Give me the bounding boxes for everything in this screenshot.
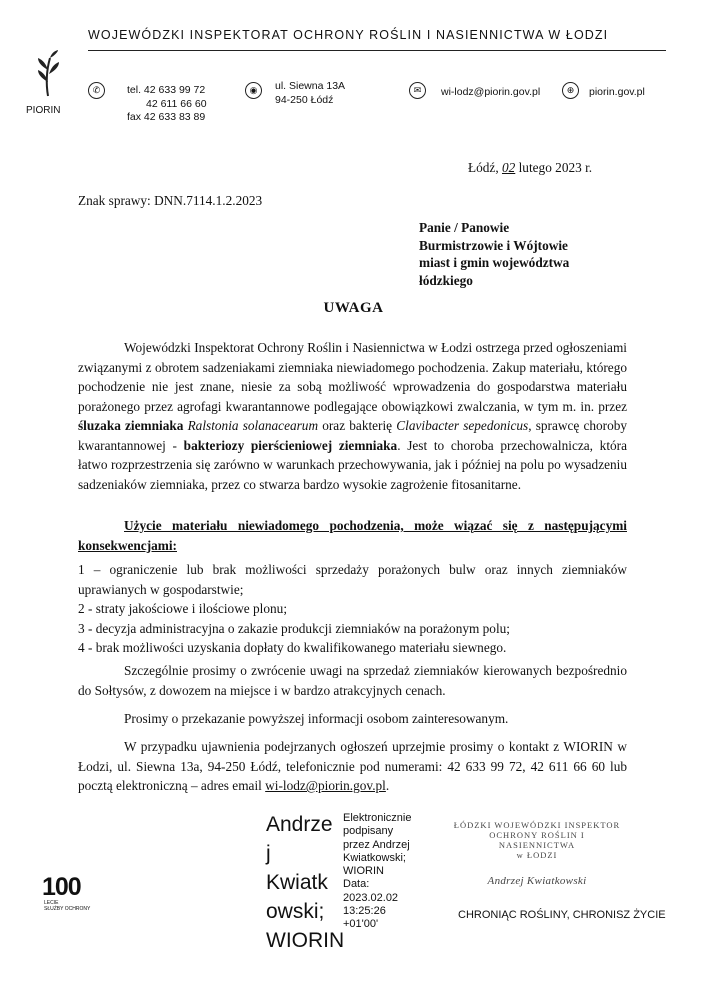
signature-name-line: Andrze <box>266 813 333 836</box>
signature-detail-line: przez Andrzej <box>343 838 410 851</box>
addressee-line: łódzkiego <box>419 272 473 288</box>
address-line: 94-250 Łódź <box>275 93 334 106</box>
institution-name: WOJEWÓDZKI INSPEKTORAT OCHRONY ROŚLIN I NASIENNICTWA W ŁODZI <box>88 28 609 42</box>
centenary-caption-line: SŁUŻBY OCHRONY <box>44 906 91 912</box>
consequences-heading <box>78 516 627 555</box>
pest-name-bold: śluzaka ziemniaka <box>78 418 184 433</box>
piorin-logo <box>26 48 70 114</box>
signature-detail-line: 13:25:26 <box>343 905 386 918</box>
signature-name-line: Kwiatk <box>266 871 328 894</box>
list-item: 2 - straty jakościowe i ilościowe plonu; <box>78 601 288 616</box>
signature-detail-line: Kwiatkowski; <box>343 851 406 864</box>
address-block <box>275 80 345 107</box>
signature-details <box>343 812 411 932</box>
contact-email-link[interactable]: wi-lodz@piorin.gov.pl <box>265 778 386 793</box>
globe-icon: ⊕ <box>562 82 579 99</box>
signature-name-line: j <box>266 842 271 865</box>
addressee-line: miast i gmin województwa <box>419 255 570 270</box>
contact-end: . <box>385 778 390 793</box>
centenary-caption <box>22 900 92 912</box>
consequences-list <box>78 560 627 658</box>
footer-slogan: CHRONIĄC ROŚLINY, CHRONISZ ŻYCIE <box>458 909 666 921</box>
wheat-logo-icon <box>26 48 70 98</box>
signature-name-line: WIORIN <box>266 929 345 952</box>
signature-name-line: owski; <box>266 900 325 923</box>
logo-text: PIORIN <box>26 105 61 116</box>
warning-paragraph <box>78 338 627 494</box>
phone-line: tel. 42 633 99 72 <box>127 84 206 96</box>
stamp-line: OCHRONY ROŚLIN I NASIENNICTWA <box>489 830 585 850</box>
address-line: ul. Siewna 13A <box>275 80 346 92</box>
para-text: Wojewódzki Inspektorat Ochrony Roślin i Nasiennictwa w Łodzi ostrzega przed ogłoszeniami związanymi z obrotem sadzeniakami ziemniaka niewiadomego pochodzenia. Zakup materiału, którego pochodzenie nie jest znane, niesie za sobą możliwość wprowadzenia do gospodarstwa materiału porażonego przez agrofagi kwarantannowe podlegające obowiązkowi zwalczania, w tym m. in. przez <box>78 340 627 414</box>
stamp-line: ŁÓDZKI WOJEWÓDZKI INSPEKTOR <box>453 820 621 830</box>
para-text: . Jest to choroba przechowalnicza, która łatwo rozprzestrzenia się zarówno w warunkach przechowywania, jak i później na polu po wysadzeniu sadzeniaków ziemniaka, przez co stwarza bardzo wysokie zagrożenie fitosanitarne. <box>78 437 627 492</box>
official-stamp <box>452 820 622 886</box>
header-email[interactable]: wi-lodz@piorin.gov.pl <box>441 86 541 98</box>
disease-name-bold: bakteriozy pierścieniowej ziemniaka <box>183 437 398 453</box>
addressee-block <box>419 219 569 289</box>
date-rest: lutego 2023 r. <box>518 160 593 175</box>
signature-detail-line: Data: <box>343 878 370 891</box>
addressee-line: Panie / Panowie <box>419 220 510 235</box>
centenary-number: 100 <box>42 873 81 901</box>
header-website[interactable]: piorin.gov.pl <box>589 86 645 98</box>
stamp-signature: Andrzej Kwiatkowski <box>487 875 587 887</box>
fax-line: fax 42 633 83 89 <box>127 111 206 123</box>
pest-latin-name: Ralstonia solanacearum <box>187 418 319 433</box>
addressee-line: Burmistrzowie i Wójtowie <box>419 237 568 253</box>
list-item: 4 - brak możliwości uzyskania dopłaty do kwalifikowanego materiału siewnego. <box>78 640 507 655</box>
bacteria-latin-name: Clavibacter sepedonicus <box>396 418 529 433</box>
location-icon: ◉ <box>245 82 262 99</box>
date-line <box>468 160 592 176</box>
para-text: , sprawcę choroby kwarantannowej - <box>78 418 628 453</box>
phone-line: 42 611 66 60 <box>146 97 207 110</box>
phone-icon: ✆ <box>88 82 105 99</box>
stamp-line: w ŁODZI <box>516 850 558 860</box>
consequences-heading-text: Użycie materiału niewiadomego pochodzenia, może wiązać się z następującymi konsekwencjami: <box>78 518 627 553</box>
contact-text: W przypadku ujawnienia podejrzanych ogłoszeń uprzejmie prosimy o kontakt z WIORIN w Łodzi, ul. Siewna 13a, 94-250 Łódź, telefonicznie pod numerami: 42 633 99 72, 42 611 66 60 lub pocztą elektroniczną – adres email <box>78 739 627 793</box>
para-text: oraz bakterię <box>318 418 397 433</box>
list-item: 3 - decyzja administracyjna o zakazie produkcji ziemniaków na porażonym polu; <box>78 620 510 636</box>
email-icon: ✉ <box>409 82 426 99</box>
document-title: UWAGA <box>323 300 384 316</box>
header-divider <box>88 50 666 51</box>
notice-paragraph: Szczególnie prosimy o zwrócenie uwagi na sprzedaż ziemniaków kierowanych bezpośrednio do Sołtysów, z dowozem na miejsce i w bardzo atrakcyjnych cenach. <box>78 663 627 698</box>
centenary-caption-line: LECIE <box>44 900 59 906</box>
date-place: Łódź, <box>468 160 499 175</box>
signature-detail-line: podpisany <box>343 825 394 838</box>
centenary-logo <box>22 874 92 912</box>
signature-detail-line: 2023.02.02 <box>343 891 399 904</box>
signature-detail-line: +01'00' <box>343 918 379 931</box>
case-reference: Znak sprawy: DNN.7114.1.2.2023 <box>78 193 263 208</box>
phone-block <box>127 84 207 125</box>
contact-paragraph <box>78 737 627 796</box>
signature-detail-line: WIORIN <box>343 865 384 878</box>
signature-detail-line: Elektronicznie <box>343 812 412 824</box>
list-item: 1 – ograniczenie lub brak możliwości sprzedaży porażonych bulw oraz innych ziemniaków uprawianych w gospodarstwie; <box>78 562 627 597</box>
request-paragraph: Prosimy o przekazanie powyższej informacji osobom zainteresowanym. <box>124 711 509 726</box>
signature-name <box>266 810 344 955</box>
handwritten-day: 02 <box>501 160 516 175</box>
